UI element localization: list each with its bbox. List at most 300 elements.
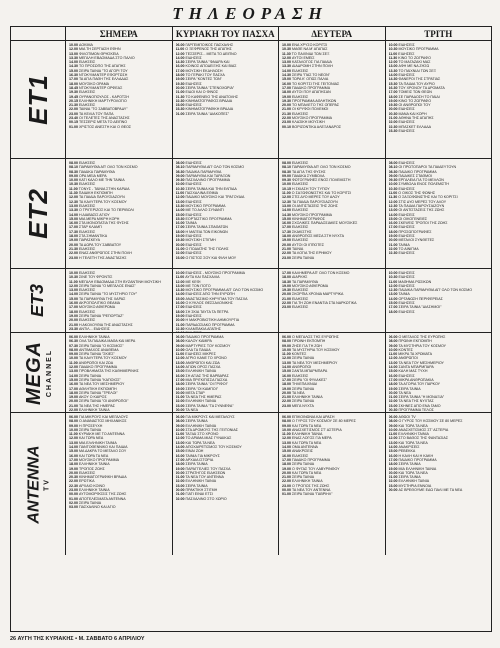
entry-program: ΜΟΥΣΙΚΟ ΟΡΑΜΑ xyxy=(79,81,110,86)
entry-program: Η ΣΚΙΑΣΗ ΤΟΥ ΤΥΠΟΥ xyxy=(292,186,330,191)
entry-program: ΑΥΤΟΙ ΕΜΕΙΣ xyxy=(292,55,315,60)
entry-time: 17.00 xyxy=(69,457,78,462)
entry-time: 17.00 xyxy=(69,305,78,310)
entry-program: ΕΙΔΗΣΕΙΣ xyxy=(79,90,96,95)
entry-program: ΕΝΑ ΧΡΥΣΟ ΚΟΡΙΤΣΙ xyxy=(292,43,328,47)
entry-program: ΤΑ ΚΕΛΙΑ ΤΟΥ ΠΑΠΑ xyxy=(79,111,114,116)
entry-program: ΜΕΓΑΛΗ ΕΒΔΟΜΑΔΑ ΣΤΟ ΠΑΛΙΟ xyxy=(79,55,135,60)
entry-program: ΜΟΥΣΙΚΟ ΠΡΟΓΡΑΜΜΑ xyxy=(292,116,333,121)
entry-time: 20.00 xyxy=(69,242,78,247)
entry-program: ΣΕΙΡΑ ΤΑΙΝΙΑ "ΔΙΑΚΟΠΕΣ" xyxy=(185,111,230,116)
entry-program: ΑΥΤΑ ΚΑΙ ΠΑΣΧΑΛΙΑ xyxy=(185,275,220,280)
entry-program: ΓΑΡΓΕΜΠΟΙΚΟΣ ΠΑΣΧΑΛΗΣ xyxy=(185,43,234,47)
entry-program: ΤΑ ΝΕΑ xyxy=(185,408,199,413)
entry-time: 21.00 xyxy=(282,246,291,251)
entry-time: 12.00 xyxy=(388,436,398,441)
entry-program: ΜΑΘΕ ΝΑ Μ' ΑΓΑΠΑΣ xyxy=(292,47,328,52)
entry-time: 20.30 xyxy=(388,111,398,116)
entry-time: 08.00 xyxy=(388,419,398,424)
entry-program: ΜΙΑ ΕΛΛΗΝΙΚΗ ΤΑΙΝΙΑ xyxy=(79,440,117,445)
entry-program: ΣΕΙΡΑ ΤΑΙΝΙΑ "Ο ΚΟΣΜΟΣ" xyxy=(79,343,124,348)
channel-subtitle: TV xyxy=(43,477,51,491)
entry-program: Ο ΞΕΦΡΕΝΟΣ ΤΗΣ ΑΓΑΠΗΣ xyxy=(185,47,232,52)
entry-program: ΓΙΑ ΜΙΚΡΟΥΣ ΚΑΙ ΜΕΓΑΛΟΥΣ xyxy=(79,415,129,419)
entry-time: 09.00 xyxy=(282,343,291,348)
entry-time: 10.30 xyxy=(69,182,78,187)
entry-program: ΜΙΑ ΤΗ ΣΕΡΓΙΑΣΗ ΕΦΗΝ xyxy=(79,47,121,52)
channel-logo xyxy=(11,41,65,159)
entry-time: 12.00 xyxy=(175,51,185,56)
entry-time: 19.00 xyxy=(69,238,78,243)
schedule-entry xyxy=(389,310,489,314)
entry-time: 23.00 xyxy=(175,103,185,108)
entry-program: ΚΟΝΤΕΣ xyxy=(291,352,307,357)
entry-time: 20.15 xyxy=(69,98,78,103)
entry-time: 22.00 xyxy=(282,251,291,256)
entry-program: ΤΑΙΝΙΑ xyxy=(292,246,304,251)
entry-program: ΕΙΔΗΣΕΙΣ xyxy=(79,103,96,108)
schedule-cell-monday xyxy=(278,333,385,413)
entry-time: 18.00 xyxy=(69,81,78,86)
entry-time: 18.00 xyxy=(282,382,291,387)
entry-program: ΤΟ ΚΟΡΙΤΣΙ ΤΗΣ ΓΕΙΤΟΝΙΑΣ xyxy=(292,81,340,86)
entry-program: ΕΙΔΗΣΕΙΣ xyxy=(79,246,96,251)
day-header-today: ΣΗΜΕΡΑ xyxy=(65,27,172,41)
entry-program: ΣΕΙΡΑ ΤΑΙΝΙΑ "ΤΡΕΛΟΙ" xyxy=(79,390,118,395)
entry-program: ΣΕΙΡΑ ΤΑΙΝΙΑ "ΟΙ ΓΡΙΦΟΙ" xyxy=(185,382,228,387)
entry-program: ΣΕΙΡΑ ΤΑΙΝΙΑ xyxy=(79,500,102,505)
entry-time: 23.00 xyxy=(175,483,185,488)
entry-time: 09.00 xyxy=(282,173,291,178)
entry-program: ΠΡΟΒΛΗΜΑΤΑ ΤΗΣ ΚΑΘΗΜΕΡΙΝΗΣ xyxy=(79,369,139,374)
entry-time: 14.00 xyxy=(388,365,398,370)
entry-program: ΤΑ ΜΥΣΤΗΡΙΑ ΤΟΥ ΚΟΣΜΟΥ xyxy=(292,347,340,352)
entry-time: 10.00 xyxy=(175,182,185,187)
entry-time: 11.30 xyxy=(282,51,291,56)
entry-time: 14.00 xyxy=(388,212,398,217)
entry-time: 10.30 xyxy=(388,186,398,191)
entry-program: ΕΙΝΑΙ ΖΩΗ xyxy=(185,449,204,454)
entry-program: ΕΙΔΗΣΕΙΣ xyxy=(292,225,309,230)
entry-program: ΑΝΑΚΡΙΣΕΙΣ xyxy=(398,445,420,450)
schedule-entry xyxy=(282,125,382,129)
entry-time: 19.00 xyxy=(69,466,78,471)
entry-program: ΠΑΡΑΓΓΕΛΙΕΣ ΤΟΥ ΠΑΣΧΑ xyxy=(185,466,231,471)
entry-program: ΕΙΔΗΣΕΙΣ xyxy=(292,453,309,458)
entry-time: 06.00 xyxy=(282,335,291,339)
entry-program: ΜΥΣΤΗΡΙΑ ΕΝΝΟΙΑ xyxy=(398,483,432,488)
entry-program: ΤΟ ΠΑΙΧΝΙΔΙ ΤΩΝ ΣΕΞ xyxy=(398,68,437,73)
entry-program: ΕΛΛΗΝΙΚΗ ΤΑΙΝΙΑ xyxy=(185,479,217,484)
entry-time: 10.00 xyxy=(175,427,185,432)
entry-time: 00.00 xyxy=(175,488,185,493)
entry-program: ΕΛΛΗΝΙΚΗ ΤΑΙΝΙΑ xyxy=(185,369,217,374)
entry-program: ΜΙΑ ΠΡΙΓΚΙΠΙΣΣΑ ΠΑΣΧΑ xyxy=(185,377,228,382)
entry-program: ΤΑ ΠΑΙΔΙΑ ΠΑΡΟΥΣΙΑΖΟΥΝ xyxy=(398,203,445,208)
entry-time: 16.00 xyxy=(69,382,78,387)
entry-time: 19.00 xyxy=(282,283,291,288)
entry-time: 15.00 xyxy=(282,369,291,374)
entry-time: 18.00 xyxy=(282,234,291,239)
entry-time: 21.00 xyxy=(69,403,78,408)
entry-program: ΣΤΡΑΤΗΓΟΣ ΕΙΔΗΣΕΩΝ xyxy=(185,470,226,475)
entry-time: 18.00 xyxy=(282,90,291,95)
entry-program: ΚΑΙ ΤΩΡΑ ΤΑ ΝΕΑ xyxy=(292,423,322,428)
channel-logo-text xyxy=(23,341,53,405)
entry-program: ΒΟΡΙΖΟΝΤΙΚΑ ΑΛΕΞΑΝΔΡΟΣ xyxy=(292,124,342,129)
entry-time: 19.00 xyxy=(282,386,291,391)
entry-program: ΤΩΡΑ Κ' ΟΠΩΣ ΠΑΛΙΑ xyxy=(292,77,329,82)
entry-program: ΕΟΡΤΑΣΤΙΚΟ ΠΡΟΓΡΑΜΜΑ xyxy=(185,216,232,221)
entry-program: ΣΗ ΣΚΙΑ ΤΑΥΤΑ ΤΑ ΠΕΤΡΑ xyxy=(185,309,229,314)
entry-program: Η ΜΑΓΕΙΑ ΤΩΝ ΕΙΚΟΝΩΝ xyxy=(185,229,228,234)
entry-program: ΚΙΝΗΜΑΤΟΓΡΑΦΙΚΗ ΒΡΑΔΙΑ xyxy=(185,107,234,112)
entry-program: ΤΟ ΓΕΡΑΚΙ ΤΟΥ ΠΑΣΧΑ xyxy=(185,73,225,78)
entry-time: 11.00 xyxy=(282,352,291,357)
channel-logo xyxy=(11,269,65,333)
entry-time: 14.30 xyxy=(282,73,291,78)
entry-program: ΑΝΑΣΧΕΤΙΣΜΟΣ ΣΤ' ΑΣΤΕΡΙΑ xyxy=(292,427,342,432)
entry-time: 16.00 xyxy=(175,373,185,378)
entry-time: 08.10 xyxy=(175,165,185,170)
entry-time: 12.00 xyxy=(175,279,185,284)
entry-program: ΜΕΓΑ ΣΤΑΡ xyxy=(185,390,205,395)
entry-program: ΕΙΔΗΣΕΙΣ xyxy=(185,55,202,60)
entry-program: ΕΙΔΗΣΕΙΣ xyxy=(79,203,96,208)
entry-time: 11.00 xyxy=(69,279,78,284)
entry-program: ΣΕΙΡΑ ΤΑΙΝΙΑ "ΚΑΠΟΙΟΣ" xyxy=(79,377,121,382)
schedule-entry xyxy=(389,408,489,412)
entry-program: ΤΑ ΝΕΑ ΤΗΣ ΗΜΕΡΑΣ xyxy=(79,403,115,408)
entry-program: ΕΙΔΗΣΕΙΣ xyxy=(185,199,202,204)
entry-time: 09.00 xyxy=(282,423,291,428)
entry-time: 08.30 xyxy=(69,169,78,174)
entry-time: 23.00 xyxy=(175,255,185,260)
entry-time: 19.00 xyxy=(282,466,291,471)
entry-program: ΠΑΡΑΜΥΘΙΑ ΑΠ' ΟΛΟ ΤΟΝ ΚΟΣΜΟ xyxy=(185,165,245,170)
entry-program: ΚΟΝΤΕΣ xyxy=(398,347,413,352)
entry-time: 19.00 xyxy=(175,313,185,318)
entry-time: 08.00 xyxy=(69,161,78,165)
entry-program: ΦΑΝΕΡΟΙ ΤΗΣ ΣΤΡΑΤΙΑΣ xyxy=(398,77,441,82)
entry-time: 07.30 xyxy=(69,343,78,348)
schedule-cell-today xyxy=(65,413,172,555)
entry-program: ΑΝΑΣΤΑΣΙΜΟ ΚΗΡΥΓΜΑ ΤΟΥ ΠΑΣΧΑ xyxy=(185,296,248,301)
entry-time: 21.00 xyxy=(175,322,185,327)
entry-program: ΤΟ ΠΡΟΣΩΠΟ ΤΗΣ ΑΓΑΠΗΣ xyxy=(79,64,126,69)
entry-time: 14.00 xyxy=(282,208,291,213)
entry-time: 16.00 xyxy=(69,301,78,306)
entry-time: 18.00 xyxy=(175,309,185,314)
entry-time: 00.00 xyxy=(175,408,185,413)
entry-program: ΠΡΩΙΝΗ ΕΚΠΟΜΠΗ xyxy=(292,339,326,344)
entry-program: ΕΡΩΤΙΚΑ xyxy=(79,479,95,484)
entry-time: 08.00 xyxy=(69,419,78,424)
entry-program: ΠΑΡΑΜΥΘΙΑ ΚΑΙ ΤΑΡΑΞΩΝ xyxy=(185,173,231,178)
entry-program: ΕΙΔΗΣΕΙΣ xyxy=(292,373,309,378)
entry-program: ΑΠΟΤΕΛΕΣΜΑΤΑ ΑΝΤΕΝΝΑ xyxy=(79,496,126,501)
schedule-cell-today xyxy=(65,269,172,333)
entry-time: 22.00 xyxy=(175,479,185,484)
entry-program: ΕΙΔΗΣΕΙΣ xyxy=(398,309,415,314)
entry-program: ΚΑΙ ΤΩΡΑ ΤΑ ΝΕΑ xyxy=(185,440,215,445)
entry-time: 10.00 xyxy=(282,347,291,352)
entry-time: 11.00 xyxy=(388,432,398,437)
entry-time: 01.00 xyxy=(69,124,78,129)
entry-time: 21.00 xyxy=(175,246,185,251)
entry-time: 14.30 xyxy=(69,64,78,69)
entry-time: 22.00 xyxy=(282,479,291,484)
channel-name: ΕΤ3 xyxy=(27,283,48,318)
entry-program: ΠΡΩΙΝΗ ΕΚΠΟΜΠΗ xyxy=(398,339,432,344)
entry-time: 15.00 xyxy=(69,377,78,382)
entry-program: ΠΑΣΧΑΛΙΝΟ ΠΡΟΓΡΑΜΜΑ xyxy=(185,178,230,183)
entry-time: 10.00 xyxy=(282,427,291,432)
entry-program: ΜΕ ΚΕΦΙ xyxy=(185,279,201,284)
entry-time: 09.30 xyxy=(282,178,291,183)
entry-program: ΟΙ ΤΕΛΕΤΕΣ ΤΗΣ ΑΝΑΣΤΑΣΗΣ xyxy=(79,116,130,121)
entry-program: ΣΕΙΡΑ ΤΑΙΝΙΑ "ΤΟ ΜΥΣΤΗΡΙΟ ΤΟΥ" xyxy=(79,292,138,297)
entry-time: 17.30 xyxy=(282,229,291,234)
entry-time: 15.00 xyxy=(175,212,185,217)
entry-program: ΠΑΙΔΙΚΟ ΜΟΥΣΙΚΟ ΚΑΙ ΤΡΑΓΟΥΔΙΑ xyxy=(185,195,245,200)
entry-time: 10.30 xyxy=(175,186,185,191)
entry-program: ΑΓΡΙΟ ΚΑΝΕ ΤΟ ΧΡΟΝΟ xyxy=(185,356,227,361)
entry-time: 11.00 xyxy=(69,186,78,191)
entry-program: ΠΑΙΔΙΚΟ ΠΡΟΓΡΑΜΜΑ xyxy=(79,365,118,370)
entry-program: ΤΑ ΝΕΑ ΤΗΣ ΝΥΧΤΑΣ xyxy=(398,399,434,404)
entry-time: 10.00 xyxy=(388,271,398,275)
entry-program: ΟΙ ΠΡΩΤΟΠΑΡΟΙ ΤΑ ΠΑΙΔΕΥΤΟΥΝ xyxy=(398,165,457,170)
entry-program: ΟΛΑ ΤΑ ΠΑΙΔΙΚΑ ΜΑΘΑ ΚΑΙ ΜΕΡΑ xyxy=(79,339,136,344)
schedule-cell-monday xyxy=(278,413,385,555)
entry-program: ΤΟ ΔΡΑΜΑ ΜΙΑΣ ΓΥΝΑΙΚΑΣ xyxy=(185,436,232,441)
entry-program: ΕΙΔΗΣΕΙΣ xyxy=(185,103,202,108)
entry-time: 15.30 xyxy=(175,216,185,221)
entry-time: 15.00 xyxy=(388,449,398,454)
entry-time: 15.00 xyxy=(69,68,78,73)
entry-program: ΑΝΘΡΩΠΟΣ ΜΕΣΑ ΣΤΗ ΝΥΧΤΑ xyxy=(292,234,345,239)
entry-program: ΚΑΛΗ ΜΑΣ ΤΥΧΗ xyxy=(398,369,428,374)
entry-time: 18.00 xyxy=(388,462,398,467)
entry-program: ΟΥΡΑΝΟΠΟΥΛΟΣ - ΚΑΡΟΤΣΗ xyxy=(79,94,129,99)
entry-time: 15.00 xyxy=(282,449,291,454)
entry-program: ΕΙΔΗΣΕΙΣ xyxy=(292,296,309,301)
entry-program: ΕΙΔΗΣΕΙΣ xyxy=(185,161,202,165)
entry-program: ΕΙΔΗΣΕΙΣ xyxy=(398,51,415,56)
schedule-cell-today xyxy=(65,333,172,413)
entry-time: 17.00 xyxy=(388,225,398,230)
schedule-entry xyxy=(69,505,169,509)
entry-time: 11.00 xyxy=(388,51,398,56)
entry-time: 08.00 xyxy=(69,347,78,352)
entry-program: ΕΙΔΗΣΕΙΣ xyxy=(398,128,415,133)
entry-time: 11.00 xyxy=(175,191,185,196)
entry-program: ΕΙΔΗΣΕΙΣ xyxy=(398,107,415,112)
channel-logo-text xyxy=(27,284,48,317)
entry-program: ΤΕΣΣΕΡΙΣ ΜΕΤΑ ΤΟ ΔΕΙΠΝΟ xyxy=(79,120,128,125)
entry-time: 13.00 xyxy=(69,51,78,56)
entry-time: 15.00 xyxy=(175,296,185,301)
entry-time: 13.30 xyxy=(69,55,78,60)
schedule-cell-easter-sunday xyxy=(172,159,279,269)
entry-time: 12.30 xyxy=(282,199,291,204)
entry-program: ΣΕΙΡΑ ΤΑΙΝΙΑ "ΤΟ ΑΓΟΡΙ ΤΟΥ xyxy=(79,68,128,73)
entry-time: 17.00 xyxy=(69,225,78,230)
entry-time: 14.00 xyxy=(69,373,78,378)
entry-time: 13.30 xyxy=(282,64,291,69)
entry-time: 12.00 xyxy=(282,436,291,441)
entry-time: 22.00 xyxy=(282,399,291,404)
entry-program: ΑΥΤΟΙ ΟΙ ΙΠΠΟΤΕΣ xyxy=(292,242,325,247)
entry-program: ΠΑΙΔΙΚΟ ΠΡΟΓΡΑΜΜΑ xyxy=(398,457,437,462)
entry-program: ΕΛΛΗΝΙΚΗ ΤΑΙΝΙΑ xyxy=(292,479,323,484)
entry-program: ΣΕΙΡΑ ΤΑΙΝΙΑ xyxy=(292,356,315,361)
entry-time: 18.00 xyxy=(69,234,78,239)
entry-time: 00.00 xyxy=(388,488,398,493)
entry-time: 12.00 xyxy=(388,356,398,361)
entry-program: ΜΟΥΣΙΚΗ ΣΤΙΓΜΗ xyxy=(185,238,216,243)
entry-program: Ο ΣΑΞΩΦΩΝΙΣΤΗΣ ΚΑΙ ΤΟ ΚΟΡΙΤΣΙ xyxy=(398,195,458,200)
entry-time: 23.00 xyxy=(69,255,78,260)
entry-time: 15.00 xyxy=(388,216,398,221)
entry-time: 16.00 xyxy=(282,81,291,86)
entry-time: 18.00 xyxy=(69,309,78,314)
entry-program: ΕΙΔΗΣΕΙΣ xyxy=(79,309,96,314)
entry-time: 17.00 xyxy=(175,225,185,230)
channel-logo-text xyxy=(23,188,54,239)
channel-name: ΕΤ1 xyxy=(22,74,53,125)
entry-program: ΤΕΣΣΕΡΙΣ... ΜΕΤΑ ΤΟ ΔΕΙΠΝΟ xyxy=(185,51,237,56)
entry-time: 11.30 xyxy=(388,55,398,60)
entry-program: Ο ΣΑΞΩΦΩΝΙΣΤΗΣ ΚΑΙ ΤΟ ΚΟΡΙΤΣΙ xyxy=(291,191,352,196)
entry-program: ΚΟΙΝΟΣ ΑΠΟΔΕΙΞΗΣ ΚΑΙ ΒΙΑΣ xyxy=(185,64,237,69)
entry-time: 13.00 xyxy=(69,440,78,445)
entry-time: 17.00 xyxy=(282,271,291,275)
schedule-cell-monday xyxy=(278,159,385,269)
entry-program: ΜΑΘΗΜΑ ΡΩΣΙΚΩΝ xyxy=(398,279,432,284)
entry-time: 09.00 xyxy=(69,423,78,428)
entry-time: 14.00 xyxy=(282,445,291,450)
entry-time: 23.00 xyxy=(69,488,78,493)
entry-program: ΑΚΟΥ Ο ΚΑΙΡΟΣ xyxy=(79,395,107,400)
entry-time: 10.00 xyxy=(69,271,78,275)
entry-program: ΕΙΔΗΣΕΙΣ xyxy=(292,161,309,165)
entry-program: ΕΛΛΗΝΙΚΗ ΤΑΙΝΙΑ xyxy=(292,395,323,400)
entry-program: ΖΗΣΕ ΓΙΑ ΤΗ ΖΩΗ xyxy=(292,343,322,348)
entry-time: 21.00 xyxy=(175,395,185,400)
entry-program: ΣΕΙΡΑ ΤΑΙΝΙΑ xyxy=(79,427,102,432)
entry-program: ΜΟΥΣΙΚΟ ΠΡΟΓΡΑΜΜΑ xyxy=(398,47,439,52)
entry-program: ΕΙΔΗΣΕΙΣ xyxy=(79,60,96,65)
entry-program: ΜΑ ΔΑΚΡΑ ΤΟ ΜΕΓΑΛΟ ΣΟΥ xyxy=(79,449,127,454)
entry-program: ΠΑΙΔΙΚΕΣ ΣΤΑΘΜΟΙ xyxy=(398,173,432,178)
entry-time: 11.00 xyxy=(282,432,291,437)
entry-time: 06.00 xyxy=(175,335,185,339)
entry-time: 21.00 xyxy=(388,475,398,480)
entry-program: ΣΕΙΡΑ ΤΑΙΝΙΑ "Η ΜΟΝΑΞΙΑ" xyxy=(398,395,445,400)
schedule-cell-easter-sunday xyxy=(172,333,279,413)
entry-program: ΠΑΙΔΙΚΑ ΠΑΡΑΜΥΘΙΑ ΑΠ' ΟΛΟ ΤΟΝ ΚΟΣΜΟ xyxy=(398,288,473,293)
entry-program: ΤΑ ΚΑΛΥΤΕΡΑ ΤΟΥ ΚΟΣΜΟΥ xyxy=(79,199,127,204)
entry-program: ΣΑΝΤΑ ΜΠΑΡΜΠΑΡΑ xyxy=(398,365,434,370)
entry-program: ΚΑΛΟΥ ΚΑΜΙΡΑ xyxy=(185,339,212,344)
entry-time: 11.00 xyxy=(69,432,78,437)
entry-program: ΕΙΔΗΣΕΙΣ xyxy=(398,251,415,256)
entry-time: 22.30 xyxy=(175,98,185,103)
entry-program: ΣΕΙΡΑ "ΟΙ ΚΑΜΠΟΙ" xyxy=(185,386,218,391)
entry-program: ΣΕΙΡΑ "ΟΙ ΦΥΛΑΚΕΣ" xyxy=(292,377,327,382)
entry-program: ΚΥΡΙΑΚΗ ΜΕ ΤΟ ΑΝΤΕΝΝΑ xyxy=(78,432,125,437)
entry-time: 19.00 xyxy=(388,98,398,103)
entry-time: 19.00 xyxy=(175,234,185,239)
entry-program: ΑΝΘΡΩΠΟΙ ΚΑΙ ΖΩΑ xyxy=(185,360,220,365)
entry-time: 00.10 xyxy=(282,124,291,129)
entry-time: 14.00 xyxy=(388,296,398,301)
entry-program: ΕΛΛΗΝΙΚΗ ΤΑΙΝΙΑ xyxy=(79,488,110,493)
entry-time: 10.30 xyxy=(388,47,398,52)
entry-time: 18.00 xyxy=(175,229,185,234)
entry-program: ΜΑΝΑ ΚΑΙ ΚΟΡΗ xyxy=(398,111,427,116)
entry-time: 21.00 xyxy=(282,296,291,301)
entry-time: 14.30 xyxy=(388,77,398,82)
entry-program: ΕΛΛΗΝΙΚΗ ΤΑΙΝΙΑ xyxy=(79,462,110,467)
entry-time: 12.00 xyxy=(69,47,78,52)
schedule-entry xyxy=(282,404,382,408)
entry-time: 13.00 xyxy=(69,203,78,208)
entry-program: ΑΘΗΝΑ ΤΗΣ ΑΓΑΠΗΣ xyxy=(398,116,434,121)
entry-program: ΕΙΔΗΣΕΙΣ xyxy=(292,238,309,243)
entry-time: 12.00 xyxy=(175,356,185,361)
entry-program: ΣΤΙΣ ΔΥΟ ΜΕΡΕΣ ΤΟΥ ΑΛΟΥ xyxy=(398,199,447,204)
entry-program: ΑΓΙΩΝ ΟΡΟΣ ΠΑΣΧΑ xyxy=(185,365,221,370)
schedule-cell-today xyxy=(65,159,172,269)
entry-time: 17.00 xyxy=(388,377,398,382)
entry-time: 08.00 xyxy=(388,339,398,344)
entry-time: 14.00 xyxy=(69,445,78,450)
entry-time: 19.00 xyxy=(282,94,291,99)
entry-program: ΕΙΔΗΣΕΙΣ xyxy=(398,43,415,47)
entry-time: 21.00 xyxy=(388,395,398,400)
entry-time: 23.00 xyxy=(282,255,291,260)
entry-program: ΕΙΔΗΣΕΙΣ xyxy=(185,182,202,187)
entry-program: ΟΙ ΑΝΤΙΣΤΑΣΕΙΣ ΤΗΣ ΖΩΗΣ xyxy=(398,208,445,213)
entry-time: 23.30 xyxy=(69,326,78,331)
entry-program: ΜΟΥΣΙΚΟ ΑΦΙΕΡΩΜΑ xyxy=(79,305,116,310)
entry-program: ΤΑ ΜΥΣΤΗΡΙΑ ΤΟΥ ΚΟΣΜΟΥ xyxy=(398,343,447,348)
entry-program: ΠΑΙΔΙΚΑ ΠΑΡΑΜΥΘΙΑ xyxy=(79,169,115,174)
page-title: ΤΗΛΕΟΡΑΣΗ xyxy=(172,4,328,23)
entry-program: ΜΙΑ ΕΛΛΗΝΙΚΗ ΤΑΙΝΙΑ xyxy=(398,466,437,471)
entry-time: 08.10 xyxy=(69,165,78,170)
schedule-entry xyxy=(282,305,382,309)
page-footer: 26 ΑΥΓΗ ΤΗΣ ΚΥΡΙΑΚΗΣ • Μ. ΣΑΒΒΑΤΟ 6 ΑΠΡΙΛΙΟΥ xyxy=(10,636,145,642)
entry-program: ΓΙΑΤΙ ΕΙΝΑΙ ΕΤΣΙ xyxy=(185,492,213,497)
entry-time: 13.00 xyxy=(69,369,78,374)
entry-time: 08.10 xyxy=(388,165,398,170)
entry-time: 15.00 xyxy=(69,216,78,221)
entry-time: 01.00 xyxy=(175,111,185,116)
entry-program: ΣΤΑ ΣΗΜΑΝΤΙΚΑ xyxy=(79,234,108,239)
entry-time: 13.00 xyxy=(175,440,185,445)
entry-program: ΕΙΔΗΣΕΙΣ xyxy=(79,318,96,323)
day-header-easter-sunday: ΚΥΡΙΑΚΗ ΤΟΥ ΠΑΣΧΑ xyxy=(172,27,279,41)
entry-time: 22.00 xyxy=(388,246,398,251)
entry-time: 12.00 xyxy=(69,365,78,370)
schedule-entry xyxy=(69,125,169,129)
entry-program: ΣΕΙΡΑ ΤΑΙΝΙΑ xyxy=(292,462,315,467)
entry-program: ΚΙΝΗΜΑΤΟΓΡΑΦΙΚΗ ΒΡΑΔΙΑ xyxy=(79,475,127,480)
